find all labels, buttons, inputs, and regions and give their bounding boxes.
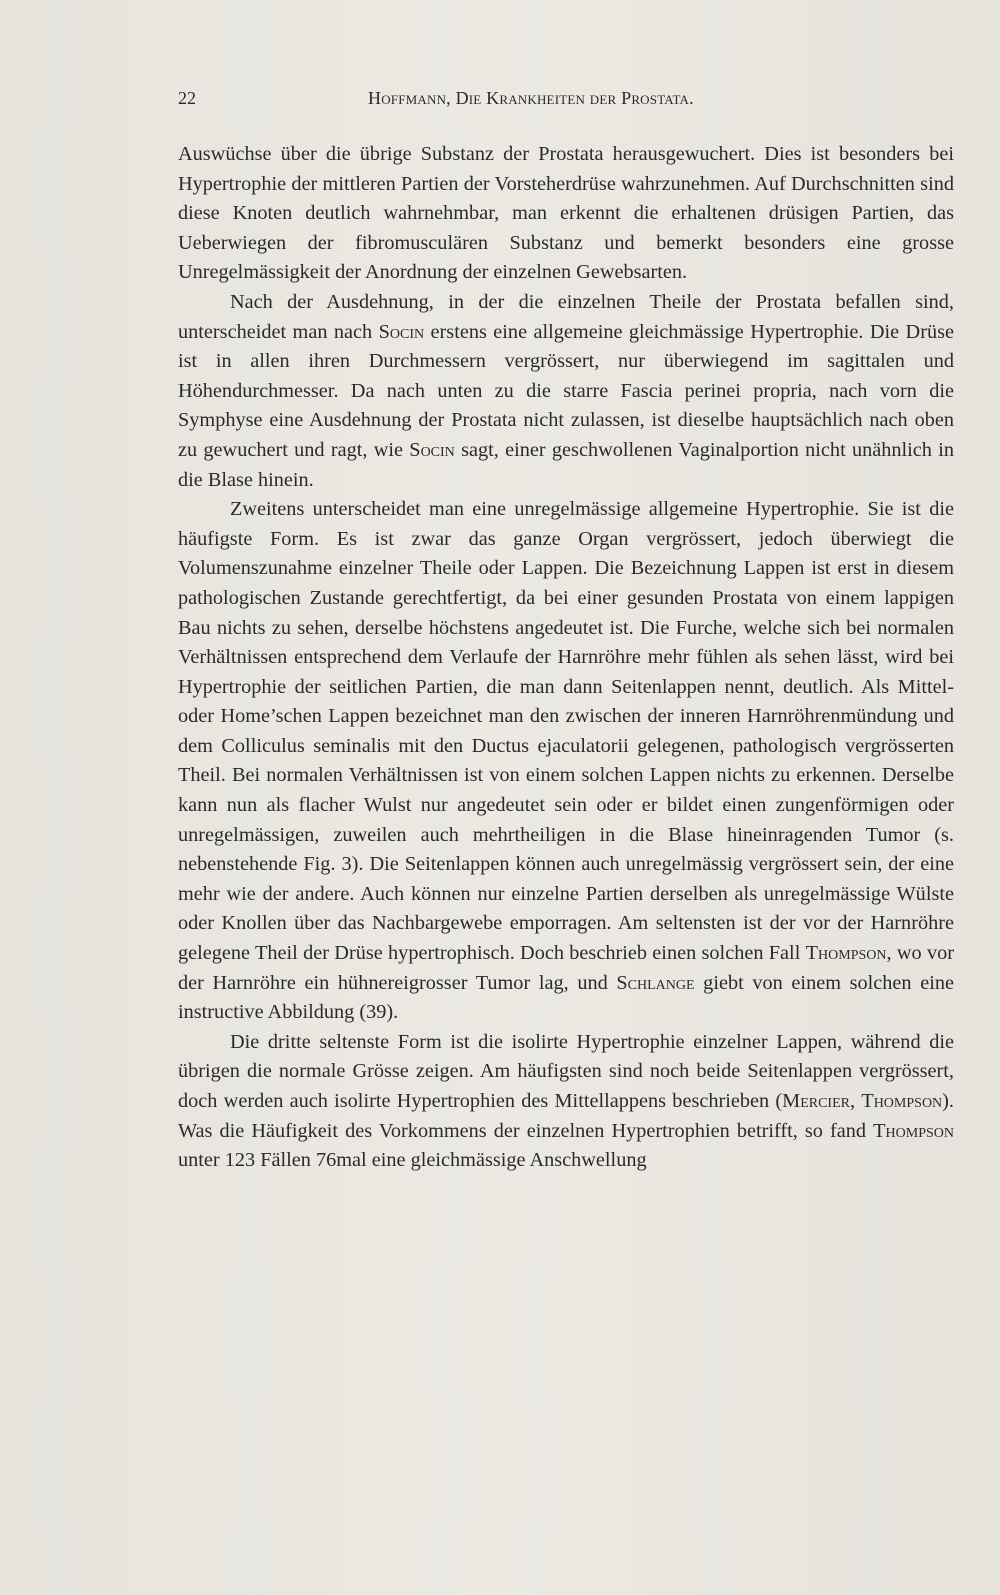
author-name: Thompson [805,942,887,965]
text-run: unter 123 Fällen 76mal eine gleichmässige Anschwellung [178,1149,647,1172]
author-name: Socin [378,320,425,343]
running-title: Hoffmann, Die Krankheiten der Prostata. [368,88,694,108]
text-run: sagt, einer geschwollenen Vaginalportion nicht unähnlich in die Blase hinein. [178,438,955,491]
text-run: giebt von einem solchen eine instructive Abbildung (39). [178,971,954,1024]
author-name: Mercier [782,1090,850,1112]
text-run: Die dritte seltenste Form ist die isolirte Hypertrophie einzelner Lappen, während die übrigen die normale Grösse zeigen. Am häufigsten sind noch beide Seitenlappen vergrössert, doch werden auch isolirte Hypertrophien des Mittellappens beschrieben ( [178,1030,954,1112]
page-header [178,88,954,118]
text-run: erstens eine allgemeine gleichmässige Hypertrophie. Die Drüse ist in allen ihren Durchmessern vergrössert, nur überwiegend im sagittalen und Höhendurchmesser. Da nach unten zu die starre Fascia perinei propria, nach vorn die Symphyse eine Ausdehnung der Prostata nicht zulassen, ist dieselbe hauptsächlich nach oben zu gewuchert und ragt, wie [178,320,954,461]
paragraph [178,140,954,288]
paragraph [178,495,954,1028]
body-text [178,140,954,1176]
text-run: ). Was die Häufigkeit des Vorkommens der einzelnen Hypertrophien betrifft, so fand [178,1090,954,1142]
page-number: 22 [178,88,196,108]
text-run: Nach der Ausdehnung, in der die einzelnen Theile der Prostata befallen sind, unterscheidet man nach [178,290,954,343]
author-name: Thompson [861,1090,943,1112]
text-run: , wo vor der Harnröhre ein hühnereigrosser Tumor lag, und [178,942,954,994]
paragraph [178,1028,954,1176]
text-run: , [849,1090,862,1112]
author-name: Socin [409,438,455,461]
text-run: Zweitens unterscheidet man eine unregelmässige allgemeine Hypertrophie. Sie ist die häufigste Form. Es ist zwar das ganze Organ vergrössert, jedoch überwiegt die Volumenszunahme einzelner Theile oder Lappen. Die Bezeichnung Lappen ist erst in diesem pathologischen Zustande gerechtfertigt, da bei einer gesunden Prostata von einem lappigen Bau nichts zu sehen, derselbe höchstens angedeutet ist. Die Furche, welche sich bei normalen Verhältnissen entsprechend dem Verlaufe der Harnröhre mehr fühlen als sehen lässt, wird bei Hypertrophie der seitlichen Partien, die man dann Seitenlappen nennt, deutlich. Als Mittel- oder Home’schen Lappen bezeichnet man den zwischen der inneren Harnröhrenmündung und dem Colliculus seminalis mit den Ductus ejaculatorii gelegenen, pathologisch vergrösserten Theil. Bei normalen Verhältnissen ist von einem solchen Lappen nichts zu erkennen. Derselbe kann nun als flacher Wulst nur angedeutet sein oder er bildet einen zungenförmigen oder unregelmässigen, zuweilen auch mehrtheiligen in die Blase hineinragenden Tumor (s. nebenstehende Fig. 3). Die Seitenlappen können auch unregelmässig vergrössert sein, der eine mehr wie der andere. Auch können nur einzelne Partien derselben als unregelmässige Wülste oder Knollen über das Nachbargewebe emporragen. Am seltensten ist der vor der Harnröhre gelegene Theil der Drüse hypertrophisch. Doch beschrieb einen solchen Fall [178,498,954,965]
author-name: Schlange [616,971,695,994]
author-name: Thompson [873,1119,954,1142]
paragraph [178,288,954,495]
text-run: Auswüchse über die übrige Substanz der Prostata herausgewuchert. Dies ist besonders bei Hypertrophie der mittleren Partien der Vorsteherdrüse wahrzunehmen. Auf Durchschnitten sind diese Knoten deutlich wahrnehmbar, man erkennt die erhaltenen drüsigen Partien, das Ueberwiegen der fibromusculären Substanz und bemerkt besonders eine grosse Unregelmässigkeit der Anordnung der einzelnen Gewebsarten. [178,143,954,284]
